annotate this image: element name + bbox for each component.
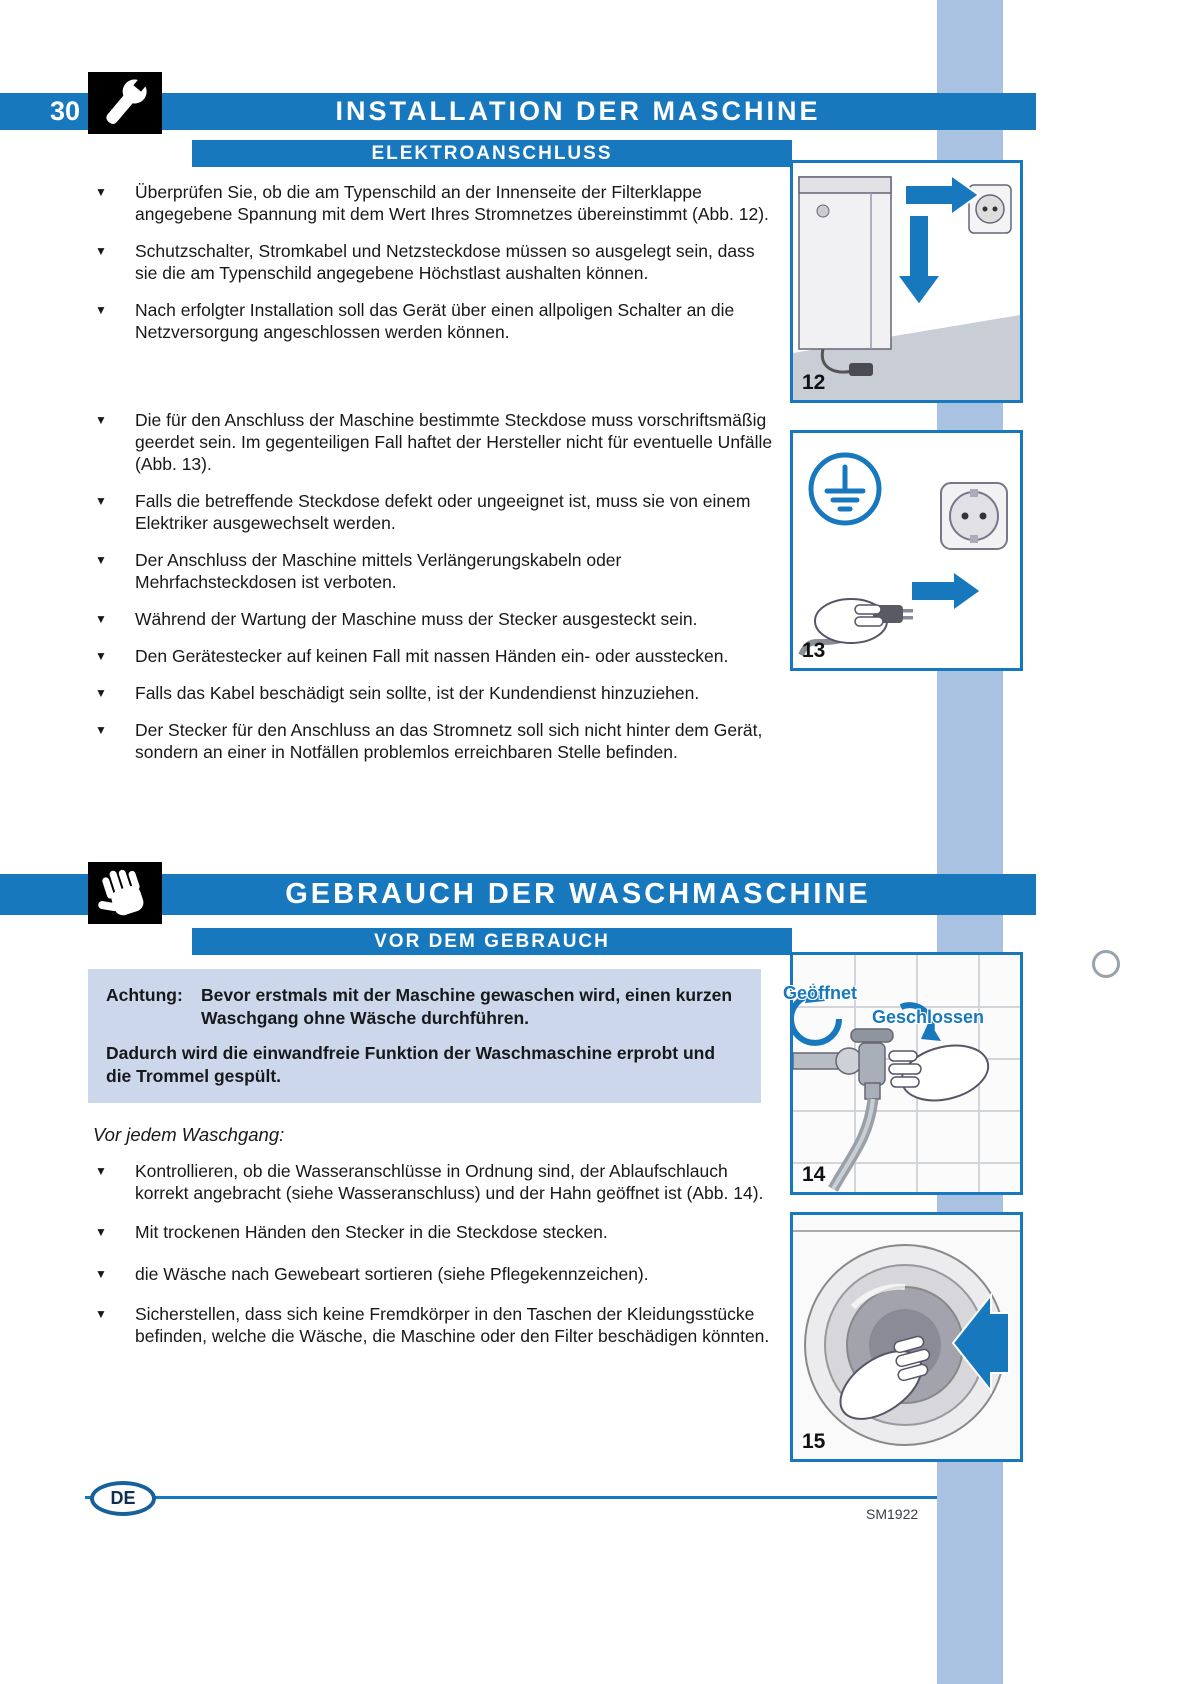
tap-open-label: Geöffnet [783,983,857,1003]
document-code: SM1922 [866,1506,919,1522]
bullet-item [95,181,779,225]
language-badge: DE [90,1481,156,1516]
triangle-bullet-icon: ▼ [95,244,107,258]
bullet-item [95,645,779,667]
section2-subtitle-bar: VOR DEM GEBRAUCH [192,928,792,955]
section1-subtitle-bar: ELEKTROANSCHLUSS [192,140,792,167]
bullet-item [95,549,779,593]
triangle-bullet-icon: ▼ [95,723,107,737]
triangle-bullet-icon: ▼ [95,494,107,508]
bullet-text: Falls das Kabel beschädigt sein sollte, ist der Kundendienst hinzuziehen. [135,683,700,703]
bullet-item [95,1263,779,1285]
triangle-bullet-icon: ▼ [95,612,107,626]
triangle-bullet-icon: ▼ [95,1164,107,1178]
bullet-text: Die für den Anschluss der Maschine bestimmte Steckdose muss vorschriftsmäßig geerdet sein. Im gegenteiligen Fall haftet der Hersteller nicht für eventuelle Unfälle (Abb. 13). [135,410,773,474]
bullet-text: Überprüfen Sie, ob die am Typenschild an der Innenseite der Filterklappe angegebene Spannung mit dem Wert Ihres Stromnetzes übereinstimmt (Abb. 12). [135,182,769,224]
tap-closed-label: Geschlossen [872,1007,985,1027]
bullet-text: Der Anschluss der Maschine mittels Verlängerungskabeln oder Mehrfachsteckdosen ist verboten. [135,550,622,592]
footer-rule [85,1496,937,1499]
figure-12 [790,160,1023,403]
bullet-text: Kontrollieren, ob die Wasseranschlüsse in Ordnung sind, der Ablaufschlauch korrekt angebracht (siehe Wasseranschluss) und der Hahn geöffnet ist (Abb. 14). [135,1161,764,1203]
bullet-item [95,409,779,475]
triangle-bullet-icon: ▼ [95,1267,107,1281]
triangle-bullet-icon: ▼ [95,413,107,427]
bullet-item [95,719,779,763]
pre-wash-heading: Vor jedem Waschgang: [93,1124,285,1145]
wrench-icon-box [88,72,162,134]
electrical-connection-bullet-list [95,181,779,778]
section2-title: GEBRAUCH DER WASCHMASCHINE [285,878,871,910]
wrench-icon [88,72,162,134]
before-use-bullet-list [95,1160,779,1362]
triangle-bullet-icon: ▼ [95,649,107,663]
triangle-bullet-icon: ▼ [95,1307,107,1321]
bullet-item [95,490,779,534]
bullet-text: die Wäsche nach Gewebeart sortieren (siehe Pflegekennzeichen). [135,1264,649,1284]
bullet-item [95,240,779,284]
bullet-item [95,1303,779,1347]
bullet-text: Falls die betreffende Steckdose defekt oder ungeeignet ist, muss sie von einem Elektriker ausgewechselt werden. [135,491,751,533]
bullet-text: Während der Wartung der Maschine muss der Stecker ausgesteckt sein. [135,609,698,629]
bullet-item [95,1221,779,1243]
figure-14-number: 14 [802,1163,826,1186]
machine-door-check-illustration [793,1215,1020,1459]
bullet-item [95,682,779,704]
figure-15-number: 15 [802,1430,826,1453]
bullet-item [95,608,779,630]
attention-label: Achtung: [106,985,183,1005]
figure-13 [790,430,1023,671]
bullet-text: Schutzschalter, Stromkabel und Netzsteckdose müssen so ausgelegt sein, dass sie die am Typenschild angegebene Höchstlast aushalten können. [135,241,755,283]
figure-12-number: 12 [802,371,826,394]
triangle-bullet-icon: ▼ [95,686,107,700]
triangle-bullet-icon: ▼ [95,303,107,317]
triangle-bullet-icon: ▼ [95,553,107,567]
bullet-text: Nach erfolgter Installation soll das Gerät über einen allpoligen Schalter an die Netzversorgung angeschlossen werden können. [135,300,735,342]
hand-icon-box [88,862,162,924]
figure-13-number: 13 [802,639,826,662]
page-number: 30 [50,96,81,126]
bullet-text: Den Gerätestecker auf keinen Fall mit nassen Händen ein- oder ausstecken. [135,646,729,666]
bullet-text: Mit trockenen Händen den Stecker in die Steckdose stecken. [135,1222,608,1242]
earthed-socket-and-plug-illustration [793,433,1020,668]
bullet-text: Sicherstellen, dass sich keine Fremdkörper in den Taschen der Kleidungsstücke befinden, welche die Wäsche, die Maschine oder den Filter beschädigen könnten. [135,1304,770,1346]
attention-box [88,969,761,1103]
machine-plug-to-outlet-illustration [793,163,1020,400]
section1-title: INSTALLATION DER MASCHINE [335,96,821,126]
attention-note: Dadurch wird die einwandfreie Funktion der Waschmaschine erprobt und die Trommel gespült. [106,1043,716,1086]
bullet-text: Der Stecker für den Anschluss an das Stromnetz soll sich nicht hinter dem Gerät, sondern an einer in Notfällen problemlos erreichbaren Stelle befinden. [135,720,763,762]
bullet-item [95,299,779,343]
triangle-bullet-icon: ▼ [95,1225,107,1239]
attention-text: Bevor erstmals mit der Maschine gewaschen wird, einen kurzen Waschgang ohne Wäsche durchführen. [201,985,733,1028]
hand-icon [88,862,162,924]
bullet-item [95,1160,779,1204]
triangle-bullet-icon: ▼ [95,185,107,199]
binding-hole-decoration [1092,950,1120,978]
figure-15 [790,1212,1023,1462]
